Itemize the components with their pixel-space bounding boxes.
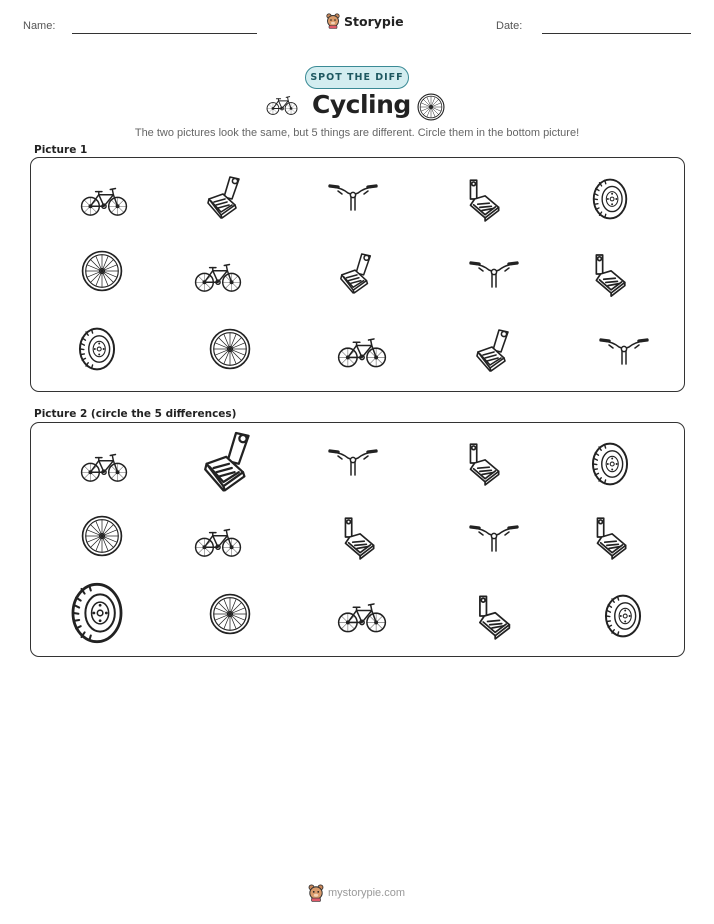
picture-1-tire-icon (76, 327, 118, 371)
picture-2-pedal-icon[interactable] (472, 592, 514, 640)
picture-1-pedal-icon (474, 326, 514, 374)
picture-2-bicycle-icon[interactable] (80, 450, 128, 484)
picture-1-wheel-icon (81, 250, 123, 292)
picture-1-label: Picture 1 (34, 144, 88, 156)
bicycle-icon (266, 94, 298, 121)
name-label: Name: (23, 20, 56, 32)
bear-icon (326, 13, 340, 29)
page-title: Cycling (312, 90, 411, 119)
spot-the-diff-badge: SPOT THE DIFF (305, 66, 409, 89)
picture-2-label: Picture 2 (circle the 5 differences) (34, 408, 237, 420)
brand-name: Storypie (344, 13, 404, 29)
picture-1-tire-icon (589, 178, 631, 220)
picture-1-handlebar-icon (469, 258, 519, 290)
picture-2-handlebar-icon[interactable] (328, 446, 378, 478)
picture-1-bicycle-icon (337, 334, 387, 370)
picture-1-pedal-icon (205, 174, 245, 220)
brand-logo (326, 13, 404, 29)
picture-1-bicycle-icon (194, 260, 242, 294)
picture-2-tire-icon[interactable] (589, 442, 631, 486)
instructions: The two pictures look the same, but 5 things are different. Circle them in the bottom picture! (134, 127, 580, 139)
picture-2-pedal-icon[interactable] (463, 440, 503, 486)
picture-2-pedal-icon[interactable] (590, 514, 630, 560)
picture-1-pedal-icon (463, 176, 503, 222)
picture-2-tire-icon[interactable] (603, 594, 643, 638)
wheel-icon (417, 93, 445, 126)
picture-2-wheel-icon[interactable] (81, 515, 123, 557)
footer (308, 884, 405, 902)
date-line[interactable] (542, 33, 691, 34)
picture-1-pedal-icon (338, 250, 376, 296)
picture-2-tire-icon[interactable] (66, 582, 128, 644)
picture-1-handlebar-icon (599, 335, 649, 367)
picture-2-bicycle-icon[interactable] (194, 525, 242, 559)
picture-2-pedal-icon[interactable] (338, 514, 378, 560)
bear-icon (308, 884, 324, 902)
picture-2-wheel-icon[interactable] (209, 593, 251, 635)
picture-2-bicycle-icon[interactable] (337, 600, 387, 634)
name-line[interactable] (72, 33, 257, 34)
picture-2-pedal-icon[interactable] (201, 429, 257, 493)
picture-2-handlebar-icon[interactable] (469, 522, 519, 554)
date-label: Date: (496, 20, 523, 32)
footer-url: mystorypie.com (328, 887, 406, 899)
picture-1-wheel-icon (209, 327, 251, 371)
picture-1-pedal-icon (590, 250, 628, 298)
picture-1-bicycle-icon (80, 184, 128, 218)
picture-1-handlebar-icon (328, 182, 378, 212)
